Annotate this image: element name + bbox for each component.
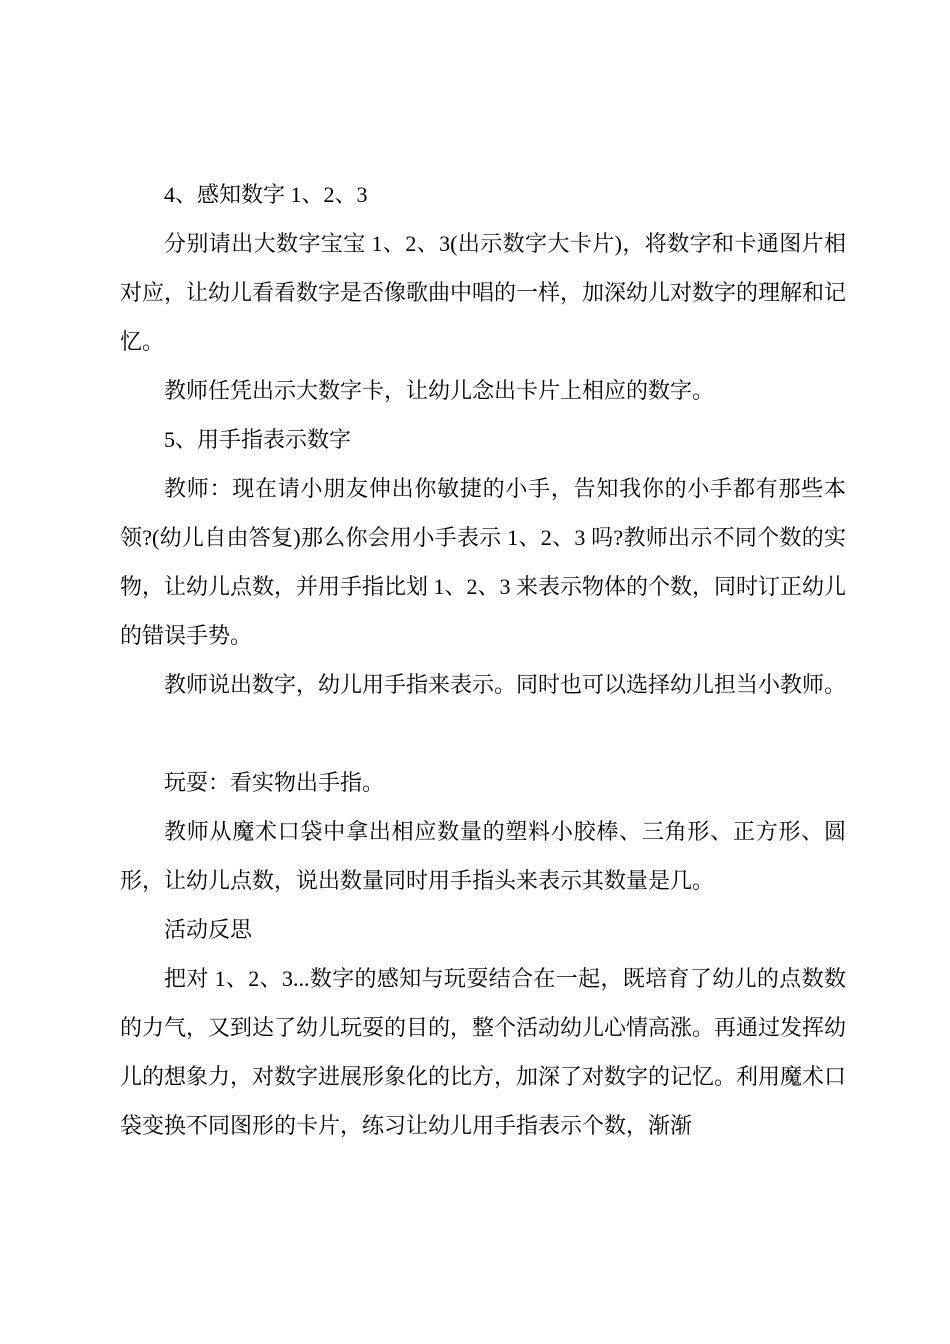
paragraph: 教师说出数字，幼儿用手指来表示。同时也可以选择幼儿担当小教师。: [164, 672, 847, 697]
paragraph: 活动反思: [164, 917, 253, 942]
paragraph: 教师从魔术口袋中拿出相应数量的塑料小胶棒、三角形、正方形、圆形，让幼儿点数，说出数量同时用手指头来表示其数量是几。: [120, 819, 846, 893]
paragraph: 4、感知数字 1、2、3: [164, 182, 368, 207]
paragraph: 玩耍：看实物出手指。: [164, 770, 385, 795]
paragraph: 教师：现在请小朋友伸出你敏捷的小手，告知我你的小手都有那些本领?(幼儿自由答复)那么你会用小手表示 1、2、3 吗?教师出示不同个数的实物，让幼儿点数，并用手指比划 1、2、3 来表示物体的个数，同时订正幼儿的错误手势。: [120, 476, 847, 648]
paragraph: 教师任凭出示大数字卡，让幼儿念出卡片上相应的数字。: [164, 378, 715, 403]
document-body: [120, 170, 846, 1150]
paragraph: 5、用手指表示数字: [164, 427, 352, 452]
paragraph: 分别请出大数字宝宝 1、2、3(出示数字大卡片)，将数字和卡通图片相对应，让幼儿看看数字是否像歌曲中唱的一样，加深幼儿对数字的理解和记忆。: [120, 231, 847, 354]
blank-line: [120, 709, 846, 758]
paragraph: 把对 1、2、3...数字的感知与玩耍结合在一起，既培育了幼儿的点数数的力气，又到达了幼儿玩耍的目的，整个活动幼儿心情高涨。再通过发挥幼儿的想象力，对数字进展形象化的比方，加深了对数字的记忆。利用魔术口袋变换不同图形的卡片，练习让幼儿用手指表示个数，渐渐: [120, 966, 847, 1138]
